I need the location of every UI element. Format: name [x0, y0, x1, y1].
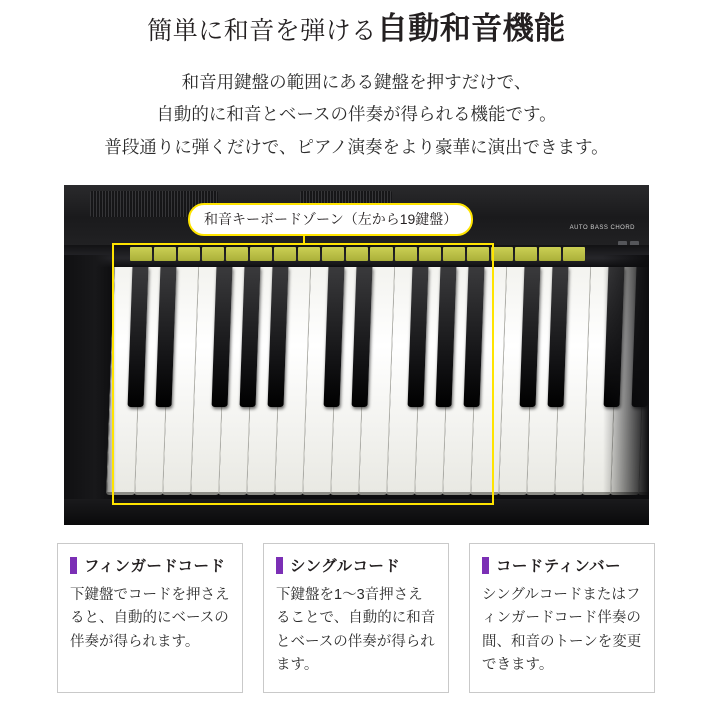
page-title-lead: 簡単に和音を弾ける	[147, 17, 377, 45]
chord-label	[370, 247, 392, 261]
bullet-icon	[482, 557, 489, 574]
feature-card-body: シングルコードまたはフィンガードコード伴奏の間、和音のトーンを変更できます。	[482, 587, 642, 674]
feature-card-title	[482, 554, 642, 576]
feature-cards	[57, 543, 657, 693]
chord-label	[563, 247, 585, 261]
chord-label	[419, 247, 441, 261]
feature-card-title-text: コードティンバー	[496, 558, 621, 575]
chord-label	[467, 247, 489, 261]
piano-keys	[110, 267, 649, 502]
photo-shadow-right	[603, 255, 649, 525]
lead-paragraph	[0, 66, 713, 163]
chord-label	[443, 247, 465, 261]
chord-label	[178, 247, 200, 261]
bullet-icon	[276, 557, 283, 574]
page-title-emphasis: 自動和音機能	[376, 11, 566, 46]
chord-label	[322, 247, 344, 261]
chord-label	[154, 247, 176, 261]
page-title	[0, 0, 713, 48]
feature-card-chord-timbre	[469, 543, 655, 693]
lead-line-1: 和音用鍵盤の範囲にある鍵盤を押すだけで、	[181, 72, 532, 92]
chord-label	[274, 247, 296, 261]
feature-card-title-text: シングルコード	[290, 558, 401, 575]
chord-zone-label: 和音キーボードゾーン（左から19鍵盤）	[188, 203, 473, 236]
feature-card-title	[276, 554, 436, 576]
bullet-icon	[70, 557, 77, 574]
keyboard-photo	[64, 185, 649, 525]
feature-card-body: 下鍵盤を1〜3音押さえることで、自動的に和音とベースの伴奏が得られます。	[276, 587, 436, 674]
lead-line-3: 普段通りに弾くだけで、ピアノ演奏をより豪華に演出できます。	[104, 136, 609, 157]
auto-bass-chord-label: AUTO BASS CHORD	[569, 225, 635, 231]
feature-card-title-text: フィンガードコード	[84, 558, 226, 575]
chord-label	[539, 247, 561, 261]
chord-label	[395, 247, 417, 261]
feature-card-fingered-chord	[57, 543, 243, 693]
chord-label	[202, 247, 224, 261]
chord-label	[515, 247, 537, 261]
lead-line-2: 自動的に和音とベースの伴奏が得られる機能です。	[156, 104, 557, 125]
chord-label	[226, 247, 248, 261]
chord-label	[346, 247, 368, 261]
chord-name-labels	[130, 247, 585, 263]
feature-card-single-chord	[263, 543, 449, 693]
chord-label	[130, 247, 152, 261]
photo-shadow-left	[64, 255, 116, 525]
photo-base-shadow	[64, 499, 649, 525]
chord-label	[298, 247, 320, 261]
feature-card-title	[70, 554, 230, 576]
feature-card-body: 下鍵盤でコードを押さえると、自動的にベースの伴奏が得られます。	[70, 587, 230, 650]
chord-label	[491, 247, 513, 261]
chord-label	[250, 247, 272, 261]
